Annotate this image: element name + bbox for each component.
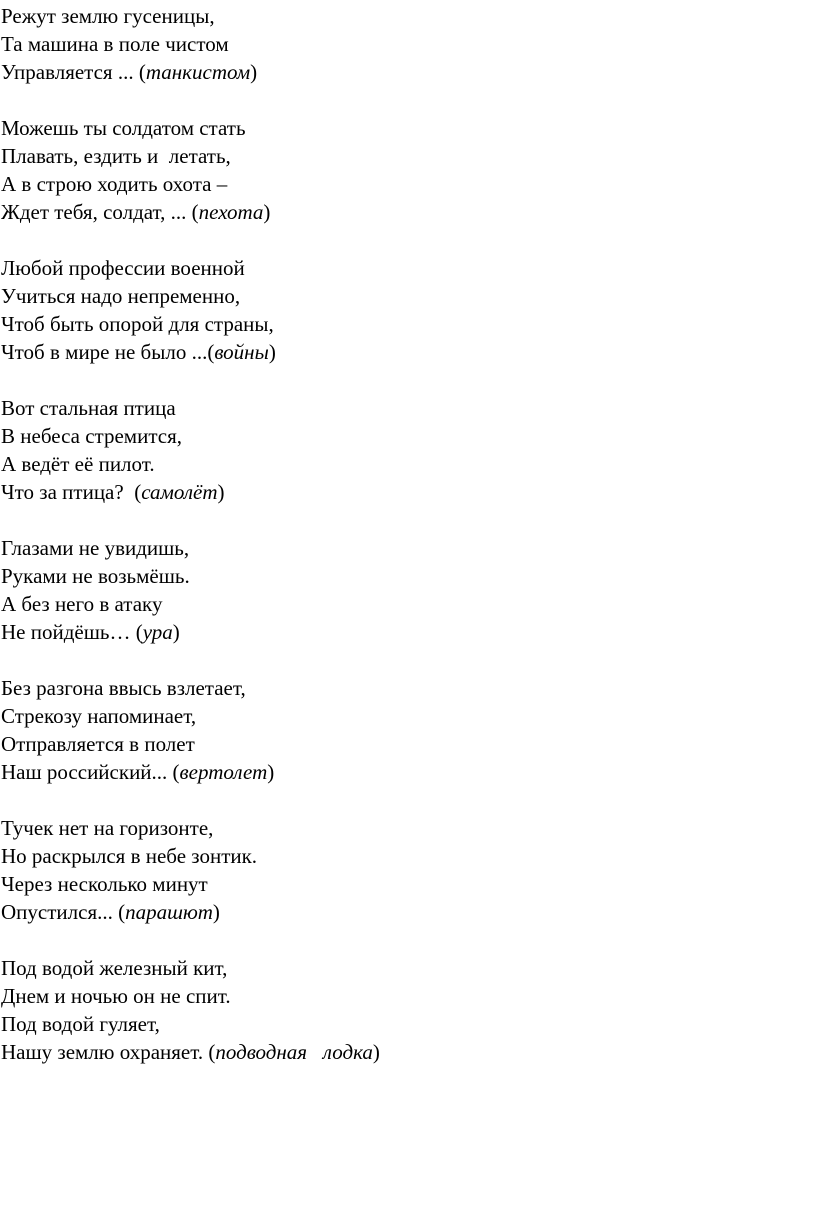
riddle-answer-line — [1, 1038, 801, 1066]
riddle-line: Через несколько минут — [1, 872, 208, 896]
riddle-answer: войны — [214, 340, 269, 364]
riddle-line: В небеса стремится, — [1, 424, 182, 448]
riddle-2 — [1, 114, 801, 226]
riddle-answer-line — [1, 758, 801, 786]
riddle-line: А без него в атаку — [1, 592, 163, 616]
riddle-line: Под водой гуляет, — [1, 1012, 160, 1036]
riddle-answer-line — [1, 338, 801, 366]
riddle-answer-prefix: Нашу землю охраняет. ( — [1, 1040, 216, 1064]
riddle-line: Под водой железный кит, — [1, 956, 228, 980]
riddle-answer: танкистом — [145, 60, 251, 84]
riddle-1 — [1, 2, 801, 86]
riddle-line: Но раскрылся в небе зонтик. — [1, 844, 258, 868]
riddle-line: Учиться надо непременно, — [1, 284, 241, 308]
riddle-answer: вертолет — [179, 760, 268, 784]
riddle-line: Глазами не увидишь, — [1, 536, 190, 560]
riddle-answer-prefix: Чтоб в мире не было ...( — [1, 340, 215, 364]
riddle-answer-suffix: ) — [172, 620, 180, 644]
riddle-answer: ура — [142, 620, 173, 644]
riddle-answer-suffix: ) — [268, 340, 276, 364]
riddle-line: Отправляется в полет — [1, 732, 195, 756]
riddle-line: Режут землю гусеницы, — [1, 4, 215, 28]
riddle-list — [1, 2, 801, 1094]
riddle-line: Та машина в поле чистом — [1, 32, 229, 56]
riddle-line: Руками не возьмёшь. — [1, 564, 190, 588]
riddle-answer-prefix: Что за птица? ( — [1, 480, 142, 504]
riddle-answer-line — [1, 478, 801, 506]
riddle-answer-prefix: Не пойдёшь… ( — [1, 620, 143, 644]
riddle-answer: самолёт — [141, 480, 218, 504]
riddle-line: Вот стальная птица — [1, 396, 176, 420]
riddle-answer-line — [1, 58, 801, 86]
riddle-line: Днем и ночью он не спит. — [1, 984, 231, 1008]
riddle-7 — [1, 814, 801, 926]
riddle-line: Можешь ты солдатом стать — [1, 116, 246, 140]
riddle-answer-suffix: ) — [250, 60, 258, 84]
riddle-line: Любой профессии военной — [1, 256, 245, 280]
riddle-line: Стрекозу напоминает, — [1, 704, 197, 728]
riddle-answer-suffix: ) — [217, 480, 225, 504]
riddle-answer-prefix: Наш российский... ( — [1, 760, 180, 784]
riddle-answer-suffix: ) — [372, 1040, 380, 1064]
riddle-3 — [1, 254, 801, 366]
riddle-line: Плавать, ездить и летать, — [1, 144, 231, 168]
riddle-answer-prefix: Управляется ... ( — [1, 60, 146, 84]
riddle-line: Тучек нет на горизонте, — [1, 816, 214, 840]
riddle-answer: парашют — [125, 900, 213, 924]
riddle-answer: пехота — [198, 200, 264, 224]
riddle-line: А ведёт её пилот. — [1, 452, 155, 476]
riddle-line: А в строю ходить охота – — [1, 172, 228, 196]
riddle-answer-prefix: Ждет тебя, солдат, ... ( — [1, 200, 199, 224]
riddle-8 — [1, 954, 801, 1066]
riddle-answer-prefix: Опустился... ( — [1, 900, 126, 924]
riddle-4 — [1, 394, 801, 506]
riddle-answer-line — [1, 898, 801, 926]
riddle-6 — [1, 674, 801, 786]
riddle-answer-line — [1, 198, 801, 226]
riddle-answer-suffix: ) — [212, 900, 220, 924]
riddle-answer-suffix: ) — [263, 200, 271, 224]
riddle-answer-suffix: ) — [267, 760, 275, 784]
riddle-line: Чтоб быть опорой для страны, — [1, 312, 274, 336]
riddle-line: Без разгона ввысь взлетает, — [1, 676, 246, 700]
riddle-answer-line — [1, 618, 801, 646]
riddle-answer: подводная лодка — [215, 1040, 373, 1064]
riddle-5 — [1, 534, 801, 646]
